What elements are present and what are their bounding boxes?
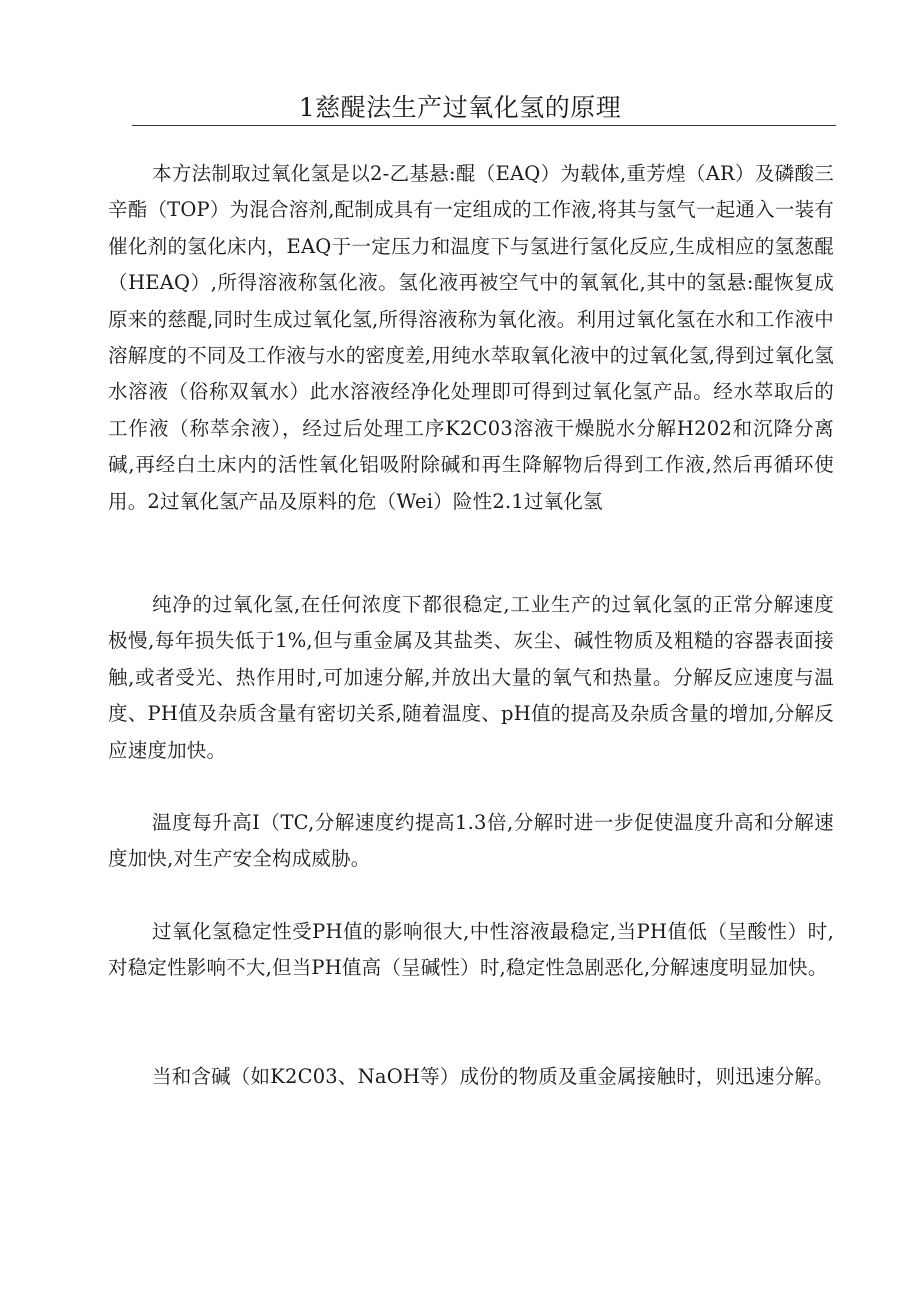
paragraph-stability: 纯净的过氧化氢,在任何浓度下都很稳定,工业生产的过氧化氢的正常分解速度极慢,每年损失低于1%,但与重金属及其盐类、灰尘、碱性物质及粗糙的容器表面接触,或者受光、热作用时,可加速分解,并放出大量的氧气和热量。分解反应速度与温度、PH值及杂质含量有密切关系,随着温度、pH值的提高及杂质含量的增加,分解反应速度加快。	[108, 593, 834, 762]
title-underline	[132, 125, 836, 126]
document-title: 1慈醍法生产过氧化氢的原理	[298, 93, 622, 122]
paragraph-principle: 本方法制取过氧化氢是以2-乙基悬:醌（EAQ）为载体,重芳煌（AR）及磷酸三辛酯（TOP）为混合溶剂,配制成具有一定组成的工作液,将其与氢气一起通入一装有催化剂的氢化床内，EAQ于一定压力和温度下与氢进行氢化反应,生成相应的氢葱醌（HEAQ）,所得溶液称氢化液。氢化液再被空气中的氧氧化,其中的氢悬:醌恢复成原来的慈醍,同时生成过氧化氢,所得溶液称为氧化液。利用过氧化氢在水和工作液中溶解度的不同及工作液与水的密度差,用纯水萃取氧化液中的过氧化氢,得到过氧化氢水溶液（俗称双氧水）此水溶液经净化处理即可得到过氧化氢产品。经水萃取后的工作液（称萃余液），经过后处理工序K2C03溶液干燥脱水分解H202和沉降分离碱,再经白土床内的活性氧化铝吸附除碱和再生降解物后得到工作液,然后再循环使用。2过氧化氢产品及原料的危（Wei）险性2.1过氧化氢	[108, 162, 834, 513]
paragraph-alkali: 当和含碱（如K2C03、NaOH等）成份的物质及重金属接触时，则迅速分解。	[152, 1065, 834, 1088]
paragraph-temperature: 温度每升高I（TC,分解速度约提高1.3倍,分解时进一步促使温度升高和分解速度加快,对生产安全构成威胁。	[108, 811, 834, 871]
paragraph-ph: 过氧化氢稳定性受PH值的影响很大,中性溶液最稳定,当PH值低（呈酸性）时,对稳定性影响不大,但当PH值高（呈碱性）时,稳定性急剧恶化,分解速度明显加快。	[108, 920, 834, 980]
